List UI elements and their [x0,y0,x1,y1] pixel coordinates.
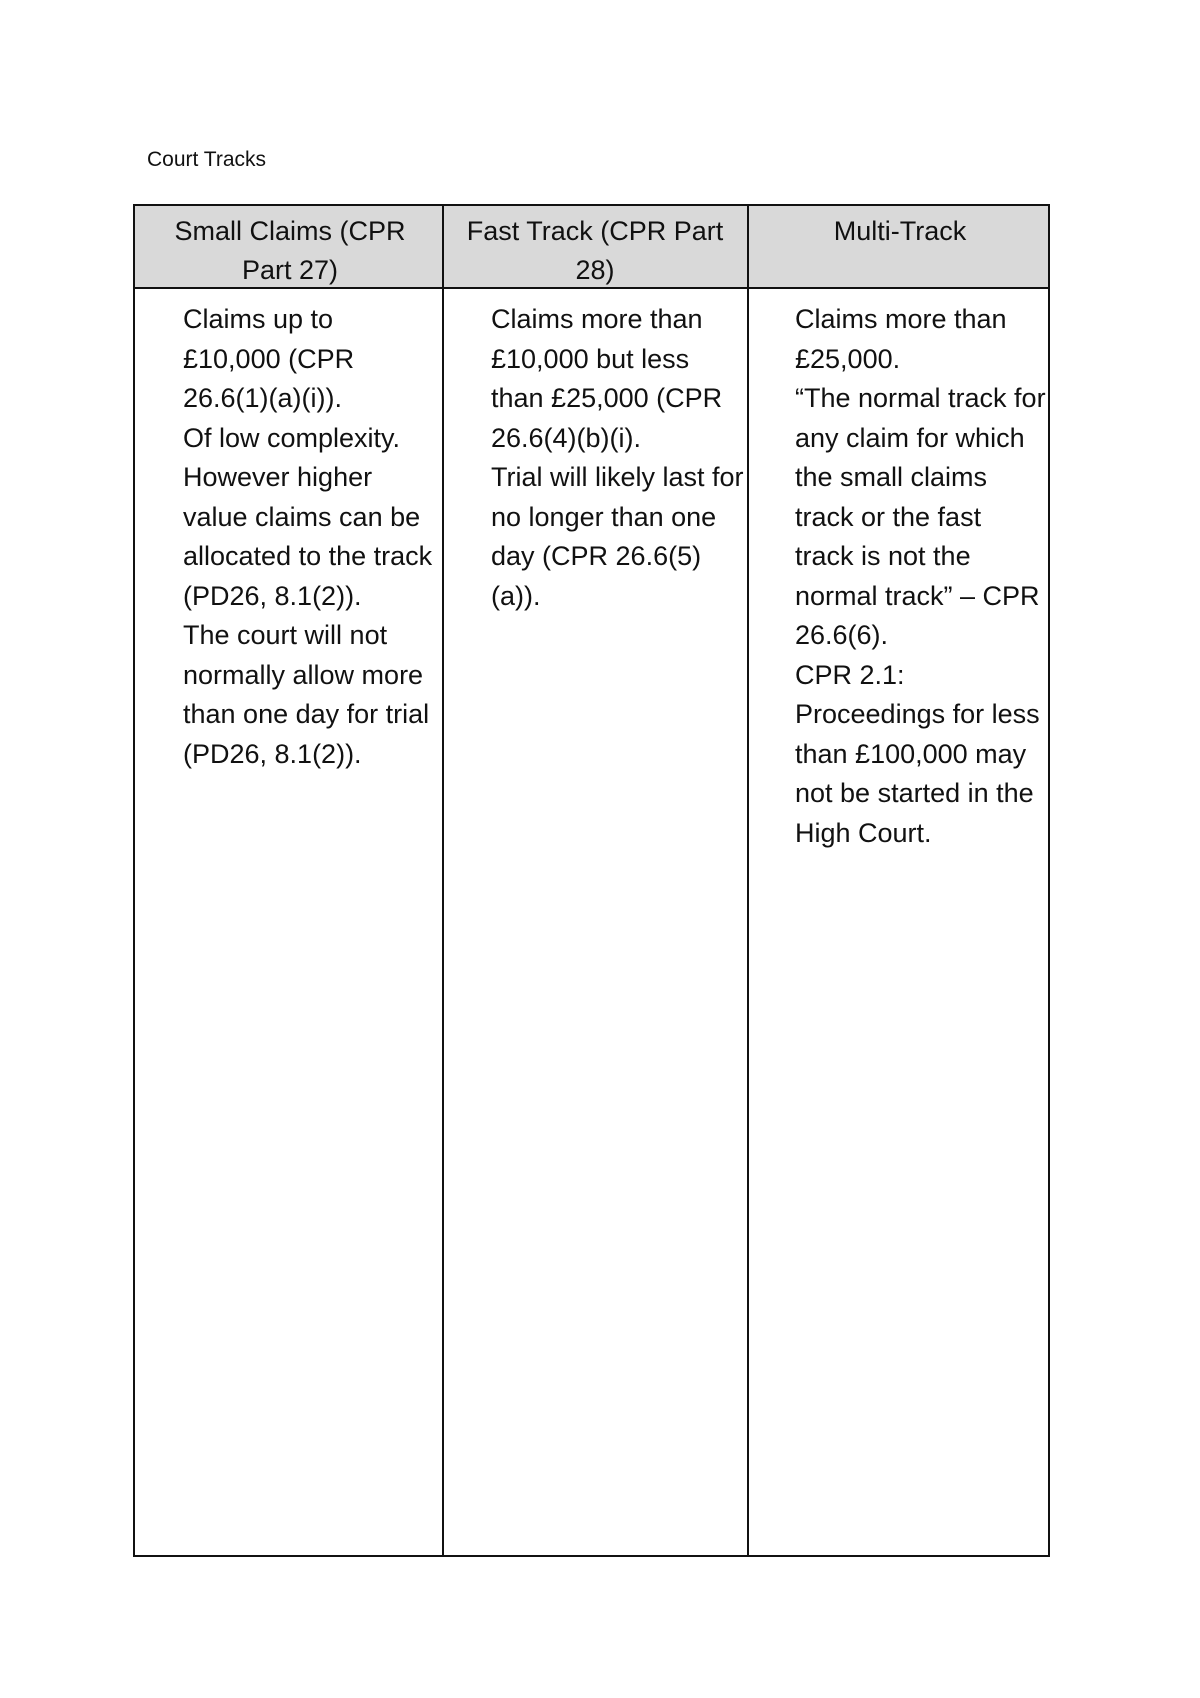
header-multi-track: Multi-Track [833,216,967,246]
cell-multi-track [795,300,1047,853]
page-title: Court Tracks [147,148,267,171]
cell-paragraph: Claims up to £10,000 (CPR 26.6(1)(a)(i)). [183,304,355,413]
cell-fast-track [491,300,746,616]
column-divider [442,206,444,1555]
cell-small-claims [183,300,438,774]
column-divider [747,206,749,1555]
cell-paragraph: However higher value claims can be allocated to the track (PD26, 8.1(2)). [183,462,433,611]
cell-paragraph: Claims more than £10,000 but less than £25,000 (CPR 26.6(4)(b)(i). [491,304,723,453]
cell-paragraph: Of low complexity. [183,422,401,453]
header-fast-track: Fast Track (CPR Part 28) [466,216,724,285]
cell-paragraph: Claims more than £25,000. [795,304,1007,374]
cell-paragraph: “The normal track for any claim for which the small claims track or the fast track is not the normal track” – CPR 26.6(6). [795,383,1046,650]
cell-paragraph: Trial will likely last for no longer than one day (CPR 26.6(5)(a)). [491,462,744,611]
cell-paragraph: The court will not normally allow more than one day for trial (PD26, 8.1(2)). [183,620,430,769]
court-tracks-table [133,204,1050,1557]
cell-paragraph: CPR 2.1: Proceedings for less than £100,000 may not be started in the High Court. [795,659,1040,848]
header-small-claims: Small Claims (CPR Part 27) [174,216,406,285]
